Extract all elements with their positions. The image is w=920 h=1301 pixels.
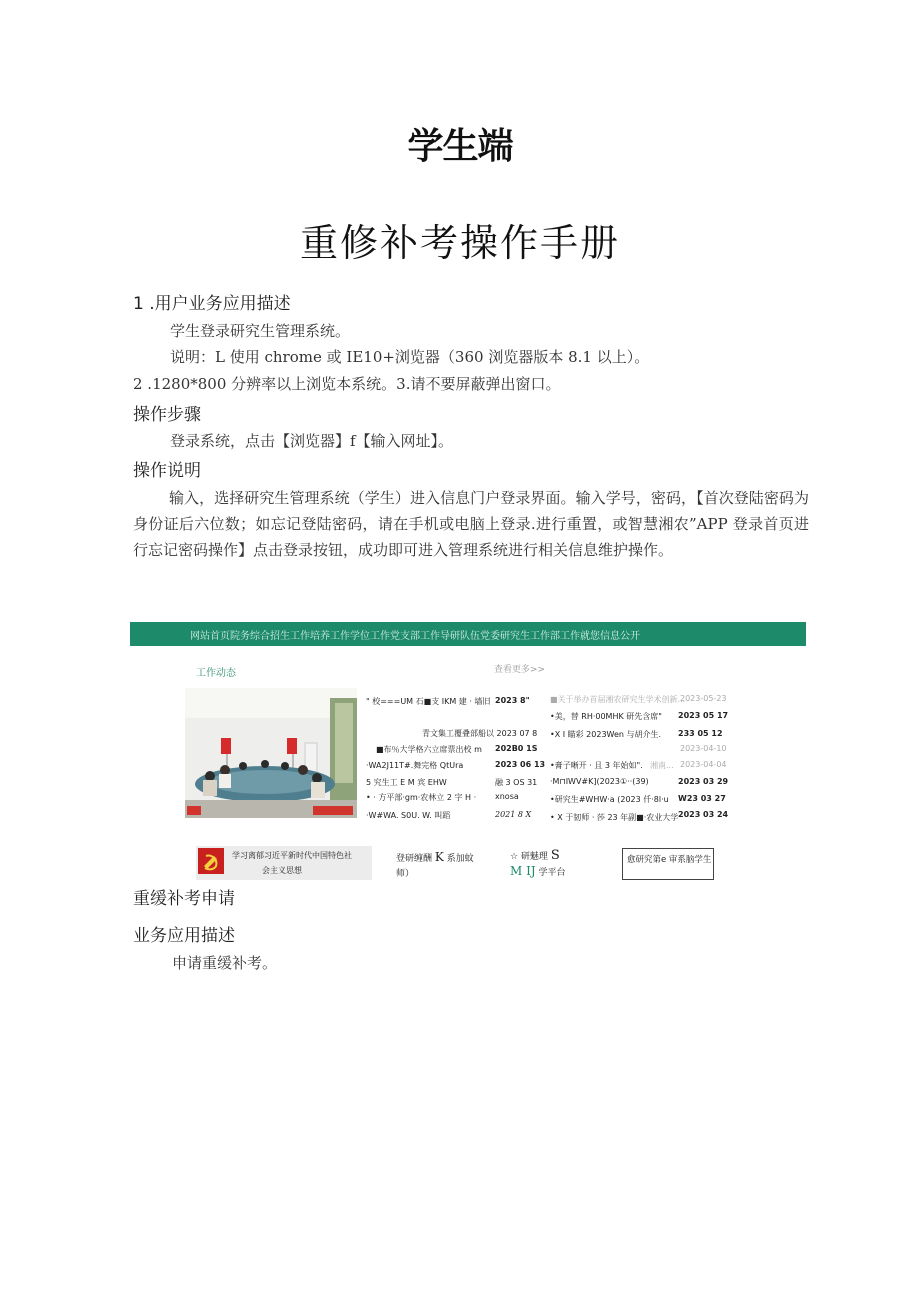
footer-right-text-d: 学平台 (538, 868, 566, 878)
news-right-title-3: •X I 瞄彩 2023Wen 与胡介生. (550, 730, 662, 739)
news-right-title-8: • X 于韧师 · 莎 23 年副■·农业大学 (550, 813, 679, 822)
news-right-mid-5: 湘南... (650, 761, 674, 770)
portal-nav-bar (130, 622, 806, 646)
footer-right-line-1 (510, 848, 560, 863)
party-emblem-icon (198, 848, 224, 874)
news-left-date-7: 2021 8 X (495, 810, 532, 819)
biz-heading: 业务应用描述 (133, 926, 235, 946)
news-left-title-3: ■布％大学格六立席票出校 m (376, 745, 482, 754)
news-left-title-4: ·WA2J11T#.舞完格 QtUra (366, 761, 464, 770)
news-left-date-1: 2023 8" (495, 696, 530, 705)
news-left-title-5: 5 究生工 E M 宾 EHW (366, 778, 447, 787)
news-left-date-4: 2023 06 13 (495, 760, 546, 769)
news-left-date-6: xnosa (495, 792, 519, 801)
biz-text: 申请重缓补考。 (172, 954, 278, 972)
news-left-date-3: 202B0 1S (495, 744, 538, 753)
portal-nav-text: 网站首页院务综合招生工作培养工作学位工作党支部工作导研队伍党委研究生工作部工作就您信息公开 (190, 631, 640, 642)
footer-mid-text-a: 登研缠酬 (396, 854, 433, 864)
party-banner-line-2: 会主义思想 (262, 866, 302, 875)
news-left-date-5: 融 3 OS 31 (495, 778, 538, 787)
doc-title: 学生端 (407, 126, 513, 167)
student-system-text: 愈研究第e 审系脑学生 (627, 855, 712, 865)
steps-text: 登录系统，点击【浏览器】f【输入网址】。 (170, 432, 454, 450)
news-left-title-1: " 校===UM 石■支 IKM 建 · 墙旧 (366, 697, 491, 706)
work-news-title: 工作动态 (196, 668, 236, 679)
news-left-title-6: • · 方平部·gm·农林立 2 字 H · (366, 793, 477, 802)
footer-mid-text-b: K (434, 850, 444, 864)
news-right-title-1: ■关于举办首届湘农研究生学术创新... (550, 695, 686, 704)
doc-subtitle: 重修补考操作手册 (299, 221, 620, 265)
section-1-line-1: 学生登录研究生管理系统。 (170, 322, 351, 340)
notes-heading: 操作说明 (133, 461, 201, 481)
student-system-box (622, 848, 714, 880)
news-right-date-1: 2023-05-23 (680, 694, 727, 703)
meeting-photo (185, 688, 357, 818)
steps-heading: 操作步骤 (133, 405, 201, 425)
footer-mid-line-2: 师） (396, 869, 415, 879)
news-right-date-4: 2023-04-10 (680, 744, 727, 753)
footer-mid-text-c: 系加蚊 (446, 854, 474, 864)
news-right-title-5: •膏子晰开 · 且 3 年始如". (550, 761, 643, 770)
apply-heading: 重缓补考申请 (133, 889, 235, 909)
footer-right-line-2 (510, 864, 566, 878)
news-right-date-7: W23 03 27 (678, 794, 726, 803)
news-left-title-7: ·W#WA. S0U. W. 叫蹈 (366, 811, 451, 820)
footer-right-text-c: M IJ (510, 864, 536, 878)
portal-screenshot (130, 622, 806, 884)
footer-mid-line-1 (396, 850, 474, 864)
section-2-line: 2 .1280*800 分辨率以上浏览本系统。3.请不要屏蔽弹出窗口。 (133, 375, 561, 393)
notes-paragraph: 输入，选择研究生管理系统（学生）进入信息门户登录界面。输入学号，密码，【首次登陆密码为身份证后六位数；如忘记登陆密码，请在手机或电脑上登录.进行重置，或智慧湘农”APP 登录首页进行忘记密码操作】点击登录按钮，成功即可进入管理系统进行相关信息维护操作。 (133, 489, 809, 559)
news-right-date-2: 2023 05 17 (678, 711, 729, 720)
news-right-title-2: •美，替 RH·00MHK 研先含席" (550, 712, 662, 721)
news-right-title-6: ·M⊓IWV#K](2023①··(39) (550, 777, 649, 786)
footer-right-text-b: S (550, 848, 560, 863)
section-1-heading: 1 .用户业务应用描述 (133, 294, 291, 314)
party-study-banner (196, 846, 372, 880)
news-left-title-2: 青文集工覆叠部船以 2023 07 8 (422, 729, 538, 738)
news-right-date-6: 2023 03 29 (678, 777, 729, 786)
news-right-title-7: •研究生#WHW·a (2023 仟·8l·u (550, 795, 669, 804)
news-right-date-8: 2023 03 24 (678, 810, 729, 819)
footer-right-text-a: ☆ 研魅理 (510, 852, 548, 862)
news-right-date-5: 2023-04-04 (680, 760, 727, 769)
view-more-link: 查看更多>> (494, 665, 546, 675)
news-right-date-3: 233 05 12 (678, 729, 723, 738)
party-banner-line-1: 学习离郁习近平新时代中国特色社 (232, 851, 352, 860)
section-1-line-2: 说明：L 使用 chrome 或 IE10+浏览器（360 浏览器版本 8.1 以上）。 (170, 348, 650, 366)
